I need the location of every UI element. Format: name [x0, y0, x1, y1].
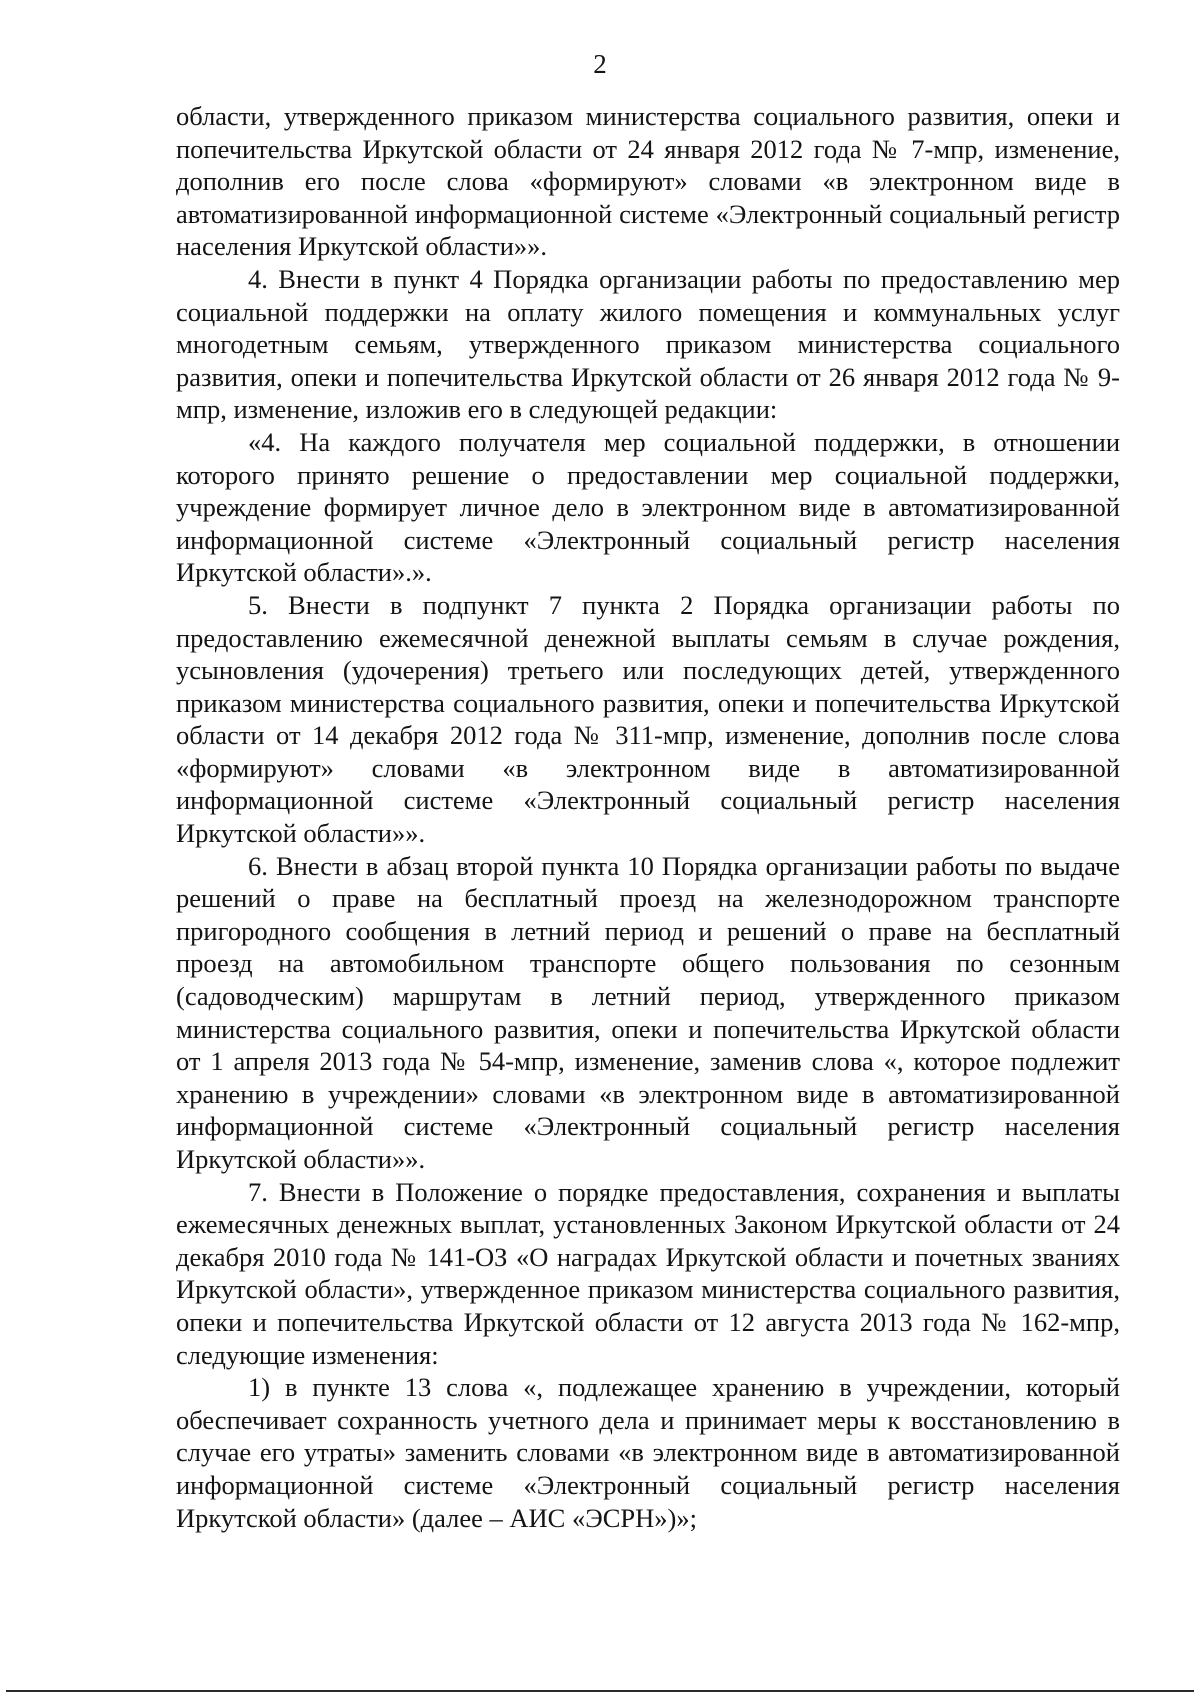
paragraph-item-4: 4. Внести в пункт 4 Порядка организации работы по предоставлению мер социальной поддержки на оплату жилого помещения и коммунальных услуг многодетным семьям, утвержденного приказом министерства социального развития, опеки и попечительства Иркутской области от 26 января 2012 года № 9-мпр, изменение, изложив его в следующей редакции: [176, 263, 1120, 425]
paragraph-continuation: области, утвержденного приказом министерства социального развития, опеки и попечительства Иркутской области от 24 января 2012 года № 7-мпр, изменение, дополнив его после слова «формируют» словами «в электронном виде в автоматизированной информационной системе «Электронный социальный регистр населения Иркутской области»». [176, 101, 1120, 262]
paragraph-item-7: 7. Внести в Положение о порядке предоставления, сохранения и выплаты ежемесячных денежных выплат, установленных Законом Иркутской области от 24 декабря 2010 года № 141-ОЗ «О наградах Иркутской области и почетных званиях Иркутской области», утвержденное приказом министерства социального развития, опеки и попечительства Иркутской области от 12 августа 2013 года № 162-мпр, следующие изменения: [176, 1176, 1120, 1370]
paragraph-subitem-1: 1) в пункте 13 слова «, подлежащее хранению в учреждении, который обеспечивает сохранность учетного дела и принимает меры к восстановлению в случае его утраты» заменить словами «в электронном виде в автоматизированной информационной системе «Электронный социальный регистр населения Иркутской области» (далее – АИС «ЭСРН»)»; [176, 1372, 1120, 1533]
paragraph-item-5: 5. Внести в подпункт 7 пункта 2 Порядка организации работы по предоставлению ежемесячной денежной выплаты семьям в случае рождения, усыновления (удочерения) третьего или последующих детей, утвержденного приказом министерства социального развития, опеки и попечительства Иркутской области от 14 декабря 2012 года № 311-мпр, изменение, дополнив после слова «формируют» словами «в электронном виде в автоматизированной информационной системе «Электронный социальный регистр населения Иркутской области»». [176, 589, 1120, 849]
bottom-rule-divider [6, 1690, 1194, 1692]
document-body [176, 100, 1120, 1534]
page-number: 2 [593, 49, 607, 79]
paragraph-quoted-item-4: «4. На каждого получателя мер социальной поддержки, в отношении которого принято решение о предоставлении мер социальной поддержки, учреждение формирует личное дело в электронном виде в автоматизированной информационной системе «Электронный социальный регистр населения Иркутской области».». [176, 426, 1120, 588]
paragraph-item-6: 6. Внести в абзац второй пункта 10 Порядка организации работы по выдаче решений о праве на бесплатный проезд на железнодорожном транспорте пригородного сообщения в летний период и решений о праве на бесплатный проезд на автомобильном транспорте общего пользования по сезонным (садоводческим) маршрутам в летний период, утвержденного приказом министерства социального развития, опеки и попечительства Иркутской области от 1 апреля 2013 года № 54-мпр, изменение, заменив слова «, которое подлежит хранению в учреждении» словами «в электронном виде в автоматизированной информационной системе «Электронный социальный регистр населения Иркутской области»». [176, 850, 1120, 1174]
